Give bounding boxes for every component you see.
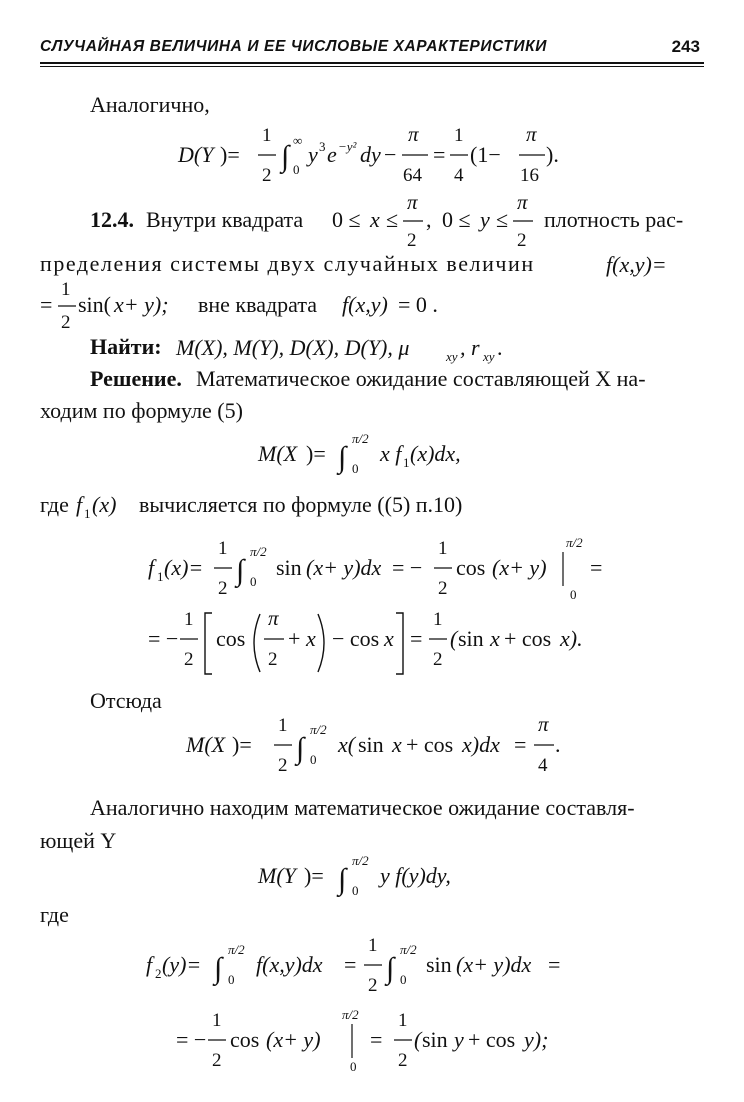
svg-text:sin: sin: [358, 732, 384, 757]
svg-text:y f(y)dy,: y f(y)dy,: [380, 863, 451, 888]
svg-text:x: x: [392, 732, 402, 757]
svg-text:−y²: −y²: [338, 139, 357, 154]
problem-text-line3: вне квадрата: [198, 292, 318, 317]
svg-text:(x+ y): (x+ y): [492, 555, 547, 580]
formula-f1-inline: [76, 492, 116, 521]
where-f1-prefix: где: [40, 492, 69, 517]
svg-text:π: π: [268, 606, 279, 630]
svg-text:x: x: [306, 626, 316, 651]
svg-text:(y)=: (y)=: [162, 952, 202, 977]
svg-text:.: .: [555, 732, 561, 757]
formula-square-bounds: [332, 190, 533, 251]
svg-text:cos: cos: [216, 626, 246, 651]
svg-text:1: 1: [218, 538, 228, 559]
where-f1-text: вычисляется по формуле ((5) п.10): [139, 492, 463, 517]
svg-text:)=: )=: [306, 441, 326, 466]
svg-text:M(X: M(X: [186, 732, 226, 757]
svg-text:1: 1: [84, 506, 91, 521]
svg-text:π/2: π/2: [250, 544, 267, 559]
svg-text:cos: cos: [230, 1027, 260, 1052]
svg-text:0: 0: [250, 574, 257, 589]
svg-text:y: y: [454, 1027, 464, 1052]
svg-text:2: 2: [212, 1050, 222, 1071]
svg-text:=: =: [590, 555, 603, 580]
svg-text:1: 1: [403, 455, 410, 470]
page-number: 243: [671, 37, 700, 56]
text-analog-my-line1: Аналогично находим математическое ожидание составля-: [90, 795, 635, 820]
svg-text:2: 2: [268, 649, 278, 670]
text-analogously: Аналогично,: [90, 92, 210, 117]
svg-text:y: y: [308, 142, 318, 167]
svg-text:0: 0: [310, 752, 317, 767]
text-analog-my-line2: ющей Y: [40, 828, 117, 853]
svg-text:1: 1: [368, 935, 378, 956]
svg-text:0: 0: [350, 1059, 357, 1074]
svg-text:=: =: [344, 952, 357, 977]
svg-text:π: π: [517, 190, 528, 214]
svg-text:∫: ∫: [296, 732, 305, 765]
svg-text:1: 1: [398, 1010, 408, 1031]
formula-mean-y-definition: [257, 853, 451, 898]
svg-text:π: π: [526, 122, 537, 146]
formula-variance-y: [177, 122, 559, 186]
svg-text:f: f: [146, 952, 153, 977]
formula-f1-derivation: [148, 535, 602, 674]
svg-text:2: 2: [184, 649, 194, 670]
text-hence: Отсюда: [90, 688, 162, 713]
svg-text:− cos: − cos: [332, 626, 380, 651]
svg-text:π/2: π/2: [352, 431, 369, 446]
svg-text:2: 2: [262, 165, 272, 186]
svg-text:0: 0: [228, 972, 235, 987]
svg-text:0 ≤: 0 ≤: [332, 207, 361, 232]
svg-text:sin: sin: [422, 1027, 448, 1052]
svg-text:M(Y: M(Y: [258, 863, 296, 888]
svg-text:≤: ≤: [386, 207, 399, 232]
svg-text:+ cos: + cos: [504, 626, 552, 651]
svg-text:xy: xy: [446, 349, 458, 364]
svg-text:x f: x f: [380, 441, 402, 466]
svg-text:(1−: (1−: [470, 142, 501, 167]
svg-text:2: 2: [155, 966, 162, 981]
svg-text:1: 1: [438, 538, 448, 559]
svg-text:0: 0: [400, 972, 407, 987]
svg-text:)=: )=: [220, 142, 240, 167]
svg-text:π/2: π/2: [342, 1007, 359, 1022]
svg-text:dy: dy: [360, 142, 381, 167]
svg-text:2: 2: [61, 312, 71, 333]
svg-text:1: 1: [454, 125, 464, 146]
svg-text:2: 2: [438, 578, 448, 599]
svg-text:(: (: [450, 626, 458, 651]
svg-text:f(x,y)dx: f(x,y)dx: [256, 952, 323, 977]
svg-text:2: 2: [368, 975, 378, 996]
svg-text:π/2: π/2: [310, 722, 327, 737]
svg-text:f: f: [76, 492, 83, 517]
svg-text:π/2: π/2: [400, 942, 417, 957]
svg-text:+: +: [288, 626, 301, 651]
svg-text:∫: ∫: [338, 441, 347, 474]
svg-text:=: =: [433, 142, 446, 167]
formula-find-list: [175, 335, 503, 364]
svg-text:64: 64: [403, 165, 422, 186]
svg-text:xy: xy: [483, 349, 495, 364]
svg-text:sin: sin: [426, 952, 452, 977]
svg-text:f(x,y): f(x,y): [342, 292, 388, 317]
svg-text:(x+ y)dx: (x+ y)dx: [306, 555, 382, 580]
svg-text:= −: = −: [176, 1027, 207, 1052]
svg-text:(: (: [414, 1027, 422, 1052]
svg-text:1: 1: [184, 609, 194, 630]
svg-text:y);: y);: [524, 1027, 549, 1052]
solution-text-line1: Математическое ожидание составляющей X на-: [196, 366, 646, 391]
svg-text:=: =: [548, 952, 561, 977]
svg-text:1: 1: [157, 569, 164, 584]
svg-text:−: −: [384, 142, 397, 167]
svg-text:M(X: M(X: [258, 441, 298, 466]
svg-text:= −: = −: [392, 555, 423, 580]
svg-text:x)dx: x)dx: [462, 732, 500, 757]
svg-text:1: 1: [433, 609, 443, 630]
svg-text:e: e: [327, 142, 337, 167]
svg-text:x: x: [370, 207, 380, 232]
svg-text:2: 2: [407, 230, 417, 251]
svg-text:∫: ∫: [386, 952, 395, 985]
problem-number: 12.4.: [90, 207, 134, 232]
svg-text:π: π: [408, 122, 419, 146]
svg-text:∫: ∫: [338, 863, 347, 896]
formula-density: [40, 252, 667, 333]
svg-text:=: =: [370, 1027, 383, 1052]
svg-text:(x+ y): (x+ y): [266, 1027, 321, 1052]
svg-text:1: 1: [278, 715, 288, 736]
svg-text:,: ,: [426, 207, 432, 232]
svg-text:∞: ∞: [293, 133, 303, 148]
svg-text:π: π: [538, 712, 549, 736]
svg-text:(x)=: (x)=: [164, 555, 204, 580]
svg-text:2: 2: [218, 578, 228, 599]
find-label: Найти:: [90, 334, 162, 359]
svg-text:2: 2: [278, 755, 288, 776]
svg-text:).: ).: [546, 142, 559, 167]
solution-label: Решение.: [90, 366, 182, 391]
svg-text:x+ y);: x+ y);: [114, 292, 169, 317]
svg-text:= 0 .: = 0 .: [398, 292, 438, 317]
svg-text:4: 4: [454, 165, 464, 186]
svg-text:∫: ∫: [214, 952, 223, 985]
running-title: СЛУЧАЙНАЯ ВЕЛИЧИНА И ЕЕ ЧИСЛОВЫЕ ХАРАКТЕРИСТИКИ: [40, 38, 547, 55]
text-where: где: [40, 902, 69, 927]
svg-text:(x): (x): [92, 492, 117, 517]
svg-text:1: 1: [61, 279, 71, 300]
svg-text:sin: sin: [276, 555, 302, 580]
svg-text:f: f: [148, 555, 155, 580]
svg-text:(x)dx,: (x)dx,: [410, 441, 461, 466]
problem-text-line1: Внутри квадрата: [146, 207, 304, 232]
formula-mean-x-definition: [257, 431, 461, 476]
svg-text:, r: , r: [460, 335, 480, 360]
solution-text-line2: ходим по формуле (5): [40, 398, 243, 423]
svg-text:f(x,y)=: f(x,y)=: [606, 252, 667, 277]
svg-text:x: x: [490, 626, 500, 651]
svg-text:0 ≤: 0 ≤: [442, 207, 471, 232]
svg-text:4: 4: [538, 755, 548, 776]
problem-text-line2: пределения системы двух случайных величин: [40, 251, 535, 276]
svg-text:0: 0: [570, 587, 577, 602]
svg-text:16: 16: [520, 165, 539, 186]
svg-text:x: x: [384, 626, 394, 651]
svg-text:π: π: [407, 190, 418, 214]
svg-text:π/2: π/2: [228, 942, 245, 957]
svg-text:sin: sin: [458, 626, 484, 651]
svg-text:)=: )=: [232, 732, 252, 757]
svg-text:cos: cos: [456, 555, 486, 580]
svg-text:=: =: [514, 732, 527, 757]
svg-text:sin(: sin(: [78, 292, 111, 317]
problem-text-line1-end: плотность рас-: [544, 207, 684, 232]
svg-text:∫: ∫: [281, 140, 290, 173]
svg-text:3: 3: [319, 139, 326, 154]
svg-text:=: =: [410, 626, 423, 651]
svg-text:π/2: π/2: [566, 535, 583, 550]
svg-text:≤: ≤: [496, 207, 509, 232]
svg-text:1: 1: [212, 1010, 222, 1031]
svg-text:1: 1: [262, 125, 272, 146]
svg-text:2: 2: [398, 1050, 408, 1071]
svg-text:M(X), M(Y), D(X), D(Y), μ: M(X), M(Y), D(X), D(Y), μ: [176, 335, 410, 360]
formula-mean-x-result: [185, 712, 561, 776]
svg-text:(x+ y)dx: (x+ y)dx: [456, 952, 532, 977]
svg-text:x).: x).: [560, 626, 583, 651]
svg-text:)=: )=: [304, 863, 324, 888]
svg-text:+ cos: + cos: [406, 732, 454, 757]
svg-text:y: y: [480, 207, 490, 232]
svg-text:2: 2: [517, 230, 527, 251]
svg-text:2: 2: [433, 649, 443, 670]
svg-text:= −: = −: [148, 626, 179, 651]
svg-text:0: 0: [352, 461, 359, 476]
svg-text:π/2: π/2: [352, 853, 369, 868]
svg-text:+ cos: + cos: [468, 1027, 516, 1052]
svg-text:0: 0: [293, 162, 300, 177]
svg-text:D(Y: D(Y: [178, 142, 214, 167]
svg-text:0: 0: [352, 883, 359, 898]
svg-text:=: =: [40, 292, 53, 317]
svg-text:x(: x(: [338, 732, 356, 757]
svg-text:∫: ∫: [236, 554, 245, 587]
formula-f2-derivation: [146, 935, 560, 1074]
svg-text:.: .: [497, 335, 503, 360]
